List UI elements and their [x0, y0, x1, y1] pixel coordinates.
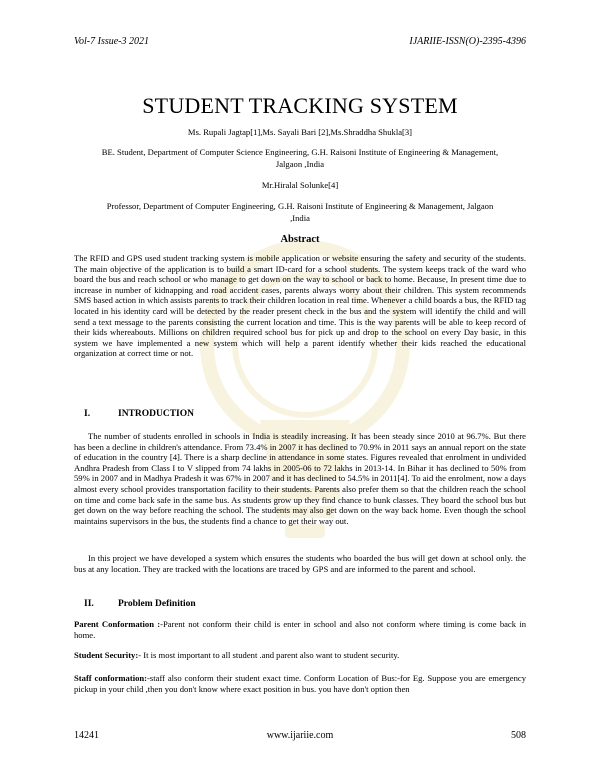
problem-item-text: -Parent not conform their child is enter in school and also not conform where timing is come back in home. [74, 619, 527, 640]
footer-website: www.ijariie.com [266, 730, 334, 741]
abstract-text: The RFID and GPS used student tracking system is mobile application or website ensuring the safety and security of the students. The main objective of the application is to build a smart ID-card for a school students. The system keeps track of the ward who board the bus and reach school or who manage to get down on the way to school or back to home. Because, In present time due to increase in number of kidnapping and road accident cases, parents always worry about their children. This system recommends SMS based action in which assists parents to track their children location in real time. Whenever a child boards a bus, the RFID tag located in his identity card will be detected by the reader present check in the bus and the system will identify the child and will send a text message to the parents consisting the current location and time. This is the way parents will be able to keep record of their kids whereabouts. Millions on children required school bus for pick up and drop to the school on every Day basic, in this system we have implemented a new system which will help a parent identify whether their kids reached the educational organization at correct time or not. [74, 253, 526, 359]
introduction-paragraph-2 [74, 553, 526, 574]
problem-item-label: Student Security: [74, 650, 139, 660]
affiliation-1-line-1: BE. Student, Department of Computer Science Engineering, G.H. Raisoni Institute of Engineering & Management, [101, 147, 499, 157]
problem-item-label: Parent Conformation : [74, 619, 161, 629]
problem-item-text: - It is most important to all student .and parent also want to student security. [138, 650, 400, 660]
footer-paper-id: 14241 [74, 730, 99, 741]
paper-title: STUDENT TRACKING SYSTEM [142, 93, 458, 118]
section-1-number: I. [84, 409, 91, 419]
affiliation-2-line-2: ,India [290, 212, 310, 223]
problem-item-staff-conformation [74, 673, 526, 694]
problem-item-text: -staff also conform their student exact time. Conform Location of Bus:-for Eg. Suppose you are emergency pickup in your child ,then you don't know where exact position in bus. you have don't option then [74, 673, 526, 694]
journal-volume: Vol-7 Issue-3 2021 [74, 36, 149, 47]
introduction-paragraph-1 [74, 431, 526, 526]
problem-item-parent-conformation [74, 619, 526, 640]
section-1-heading [84, 409, 194, 419]
section-2-number: II. [84, 599, 94, 609]
problem-item-label: Staff conformation: [74, 673, 148, 683]
footer-page-number: 508 [511, 730, 526, 741]
introduction-paragraph-1-text: The number of students enrolled in schools in India is steadily increasing. It has been steady since 2010 at 96.7%. But there has been a decline in children's attendance. From 73.4% in 2007 it has declined to 70.9% in 2011 says an annual report on the state of education in the country [4]. There is a sharp decline in attendance in some states. Figures revealed that enrolment in undivided Andhra Pradesh from Class I to V slipped from 74 lakhs in 2005-06 to 72 lakhs in 2013-14. In Bihar it has declined to 50% from 59% in 2007 and in Madhya Pradesh it was 67% in 2007 and it has declined to 54.5% in 2011[4]. To aid the enrolment, now a days almost every school provides transportation facility to their students. Parents also prefer them so that the children reach the school on time and come back safe in the same bus. As students grow up they find chance to bunk classes. They board the school bus but get down on the way before reaching the school. The students may also get down on the way back home. Even though the school maintains supervisors in the bus, the students find a chance to get their way out. [74, 431, 526, 526]
journal-issn: IJARIIE-ISSN(O)-2395-4396 [409, 36, 526, 47]
author-list: Ms. Rupali Jagtap[1],Ms. Sayali Bari [2],Ms.Shraddha Shukla[3] [187, 127, 413, 137]
affiliation-2-line-1: Professor, Department of Computer Engineering, G.H. Raisoni Institute of Engineering & Management, Jalgaon [106, 201, 494, 211]
problem-item-student-security [74, 650, 526, 661]
author-4: Mr.Hiralal Solunke[4] [261, 180, 339, 190]
affiliation-1-line-2: Jalgaon ,India [275, 158, 325, 169]
section-1-title: INTRODUCTION [118, 409, 195, 419]
section-2-title: Problem Definition [118, 599, 196, 609]
section-2-heading [84, 599, 196, 609]
introduction-paragraph-2-text: In this project we have developed a system which ensures the students who boarded the bus will get down at school only. the bus at any location. They are tracked with the locations are traced by GPS and are informed to the parent and school. [74, 553, 526, 574]
abstract-heading: Abstract [280, 234, 320, 245]
